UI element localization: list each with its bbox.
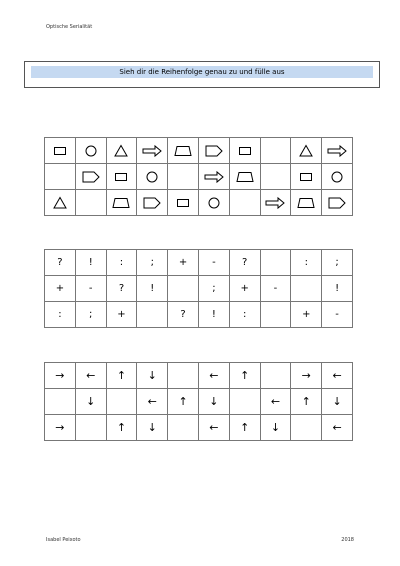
subject-header: Optische Serialität	[46, 24, 93, 30]
symbol-grid-cell	[106, 276, 137, 302]
shape-grid-cell	[229, 138, 260, 164]
symbol-grid-symbol: +	[240, 283, 249, 294]
symbol-grid-cell	[75, 276, 106, 302]
symbol-grid-cell	[106, 250, 137, 276]
triangle-shape-icon	[295, 144, 317, 158]
symbol-grid-symbol: !	[88, 257, 93, 268]
empty-answer-cell[interactable]	[106, 389, 137, 415]
symbol-grid-symbol: ?	[118, 283, 125, 294]
arrow-grid-symbol: →	[55, 420, 65, 434]
symbol-grid-cell	[45, 250, 76, 276]
arrow-grid-symbol: ←	[209, 420, 219, 434]
arrow-grid-cell	[260, 415, 291, 441]
symbol-grid-cell	[322, 302, 353, 328]
symbol-grid-cell	[168, 302, 199, 328]
symbol-grid-symbol: !	[150, 283, 155, 294]
arrow-grid-cell	[260, 389, 291, 415]
shape-grid-cell	[137, 164, 168, 190]
empty-answer-cell[interactable]	[229, 389, 260, 415]
symbol-grid-cell	[229, 302, 260, 328]
arrow-grid-symbol: ↓	[209, 394, 219, 408]
symbol-grid-symbol: -	[335, 309, 339, 320]
arrow-grid-cell	[45, 415, 76, 441]
shape-grid-cell	[137, 138, 168, 164]
symbol-grid-symbol: ?	[242, 257, 248, 268]
shape-grid-cell	[291, 164, 322, 190]
arrow-grid-cell	[198, 415, 229, 441]
author-name: Isabel Peixoto	[46, 537, 81, 543]
shape-sequence-grid	[44, 137, 353, 216]
circle-shape-icon	[141, 170, 163, 184]
arrow-grid-symbol: ←	[209, 368, 219, 382]
trapezoid-shape-icon	[234, 170, 256, 184]
empty-answer-cell[interactable]	[260, 363, 291, 389]
symbol-grid-symbol: !	[335, 283, 340, 294]
arrow-grid-row	[45, 415, 353, 441]
empty-answer-cell[interactable]	[168, 164, 199, 190]
arrow-grid-symbol: ←	[332, 420, 342, 434]
triangle-shape-icon	[110, 144, 132, 158]
empty-answer-cell[interactable]	[168, 415, 199, 441]
arrow-grid-symbol: ↓	[147, 420, 157, 434]
shape-grid-row	[45, 190, 353, 216]
shape-grid-cell	[322, 190, 353, 216]
shape-grid-cell	[260, 190, 291, 216]
symbol-grid-cell	[137, 276, 168, 302]
arrow-grid-cell	[137, 363, 168, 389]
symbol-grid-cell	[168, 250, 199, 276]
symbol-grid-symbol: -	[273, 283, 278, 294]
symbol-grid-symbol: :	[242, 309, 247, 320]
arrow-grid-symbol: ←	[332, 368, 342, 382]
shape-grid-cell	[291, 190, 322, 216]
arrow-grid-symbol: ↑	[301, 394, 311, 408]
arrow-shape-icon	[203, 170, 225, 184]
shape-grid-cell	[291, 138, 322, 164]
symbol-grid-symbol: ;	[335, 257, 339, 268]
shape-grid-cell	[198, 164, 229, 190]
arrow-grid-cell	[322, 415, 353, 441]
symbol-grid-cell	[291, 250, 322, 276]
trapezoid-shape-icon	[295, 196, 317, 210]
symbol-grid-symbol: -	[212, 257, 216, 268]
shape-grid-row	[45, 164, 353, 190]
shape-grid-cell	[45, 138, 76, 164]
rect-shape-icon	[49, 144, 71, 158]
arrow-grid-cell	[322, 389, 353, 415]
shape-grid-cell	[75, 138, 106, 164]
symbol-grid-row	[45, 302, 353, 328]
symbol-grid-cell	[322, 250, 353, 276]
rect-shape-icon	[234, 144, 256, 158]
shape-grid-cell	[168, 190, 199, 216]
symbol-grid-cell	[229, 250, 260, 276]
symbol-grid-cell	[198, 276, 229, 302]
rect-shape-icon	[172, 196, 194, 210]
shape-grid-cell	[137, 190, 168, 216]
arrow-grid-cell	[45, 363, 76, 389]
empty-answer-cell[interactable]	[260, 302, 291, 328]
triangle-shape-icon	[49, 196, 71, 210]
arrow-grid-cell	[229, 415, 260, 441]
arrow-grid-row	[45, 389, 353, 415]
circle-shape-icon	[203, 196, 225, 210]
arrow-grid-symbol: ↑	[116, 420, 127, 434]
symbol-grid-symbol: ?	[180, 309, 186, 320]
shape-grid-cell	[229, 164, 260, 190]
arrow-grid-cell	[75, 389, 106, 415]
arrow-grid-symbol: ←	[270, 394, 281, 408]
arrow-grid-cell	[106, 415, 137, 441]
symbol-grid-cell	[137, 250, 168, 276]
arrow-grid-symbol: ↓	[332, 394, 342, 408]
arrow-grid-symbol: ←	[86, 368, 96, 382]
symbol-grid-symbol: :	[58, 309, 62, 320]
footer-year: 2018	[341, 537, 354, 543]
arrow-grid-cell	[198, 389, 229, 415]
shape-grid-cell	[106, 190, 137, 216]
trapezoid-shape-icon	[110, 196, 132, 210]
shape-grid-cell	[322, 164, 353, 190]
symbol-grid-cell	[260, 276, 291, 302]
arrow-grid-cell	[229, 363, 260, 389]
empty-answer-cell[interactable]	[75, 415, 106, 441]
symbol-grid-cell	[106, 302, 137, 328]
arrow-grid-cell	[106, 363, 137, 389]
shape-grid-cell	[198, 138, 229, 164]
rect-shape-icon	[110, 170, 132, 184]
arrow-shape-icon	[141, 144, 163, 158]
shape-grid-cell	[198, 190, 229, 216]
arrow-grid-row	[45, 363, 353, 389]
instruction-box	[24, 61, 380, 88]
symbol-grid-row	[45, 250, 353, 276]
arrow-grid-cell	[291, 363, 322, 389]
empty-answer-cell[interactable]	[291, 276, 322, 302]
symbol-grid-cell	[229, 276, 260, 302]
symbol-grid-cell	[322, 276, 353, 302]
arrow-sequence-grid	[44, 362, 353, 441]
empty-answer-cell[interactable]	[168, 363, 199, 389]
shape-grid-cell	[106, 164, 137, 190]
symbol-grid-symbol: -	[88, 283, 93, 294]
arrow-grid-cell	[322, 363, 353, 389]
arrow-grid-cell	[291, 389, 322, 415]
symbol-grid-cell	[198, 302, 229, 328]
arrow-grid-symbol: ↑	[240, 368, 250, 382]
symbol-grid-cell	[291, 302, 322, 328]
empty-answer-cell[interactable]	[45, 389, 76, 415]
shape-grid-cell	[106, 138, 137, 164]
trapezoid-shape-icon	[172, 144, 194, 158]
arrow-shape-icon	[264, 196, 286, 210]
symbol-grid-cell	[75, 302, 106, 328]
empty-answer-cell[interactable]	[260, 164, 291, 190]
symbol-grid-symbol: +	[55, 283, 65, 294]
empty-answer-cell[interactable]	[260, 138, 291, 164]
shape-grid-cell	[168, 138, 199, 164]
arrow-grid-cell	[168, 389, 199, 415]
empty-answer-cell[interactable]	[260, 250, 291, 276]
empty-answer-cell[interactable]	[45, 164, 76, 190]
symbol-grid-symbol: ;	[212, 283, 216, 294]
symbol-grid-row	[45, 276, 353, 302]
arrow-grid-symbol: ↑	[240, 420, 250, 434]
arrow-grid-symbol: ↑	[178, 394, 188, 408]
instruction-text: Sieh dir die Reihenfolge genau zu und fülle aus	[31, 66, 373, 78]
empty-answer-cell[interactable]	[137, 302, 168, 328]
circle-shape-icon	[326, 170, 348, 184]
arrow-grid-symbol: ←	[147, 394, 157, 408]
pentagon-shape-icon	[326, 196, 348, 210]
arrow-grid-symbol: →	[55, 368, 65, 382]
empty-answer-cell[interactable]	[291, 415, 322, 441]
arrow-grid-cell	[137, 415, 168, 441]
symbol-grid-symbol: +	[178, 257, 188, 268]
symbol-grid-symbol: !	[211, 309, 216, 320]
circle-shape-icon	[80, 144, 102, 158]
empty-answer-cell[interactable]	[168, 276, 199, 302]
empty-answer-cell[interactable]	[75, 190, 106, 216]
arrow-grid-symbol: ↓	[86, 394, 96, 408]
symbol-grid-symbol: +	[302, 309, 311, 320]
symbol-grid-symbol: ?	[57, 257, 63, 268]
symbol-grid-cell	[198, 250, 229, 276]
pentagon-shape-icon	[203, 144, 225, 158]
empty-answer-cell[interactable]	[229, 190, 260, 216]
symbol-grid-cell	[45, 302, 76, 328]
arrow-grid-symbol: →	[301, 368, 311, 382]
symbol-grid-symbol: :	[304, 257, 308, 268]
arrow-grid-symbol: ↑	[116, 368, 127, 382]
symbol-sequence-grid	[44, 249, 353, 328]
rect-shape-icon	[295, 170, 317, 184]
shape-grid-cell	[75, 164, 106, 190]
symbol-grid-cell	[45, 276, 76, 302]
arrow-grid-symbol: ↓	[147, 368, 157, 382]
pentagon-shape-icon	[80, 170, 102, 184]
arrow-shape-icon	[326, 144, 348, 158]
symbol-grid-symbol: :	[119, 257, 124, 268]
arrow-grid-cell	[198, 363, 229, 389]
shape-grid-row	[45, 138, 353, 164]
arrow-grid-symbol: ↓	[270, 420, 281, 434]
symbol-grid-symbol: ;	[150, 257, 154, 268]
arrow-grid-cell	[75, 363, 106, 389]
shape-grid-cell	[322, 138, 353, 164]
shape-grid-cell	[45, 190, 76, 216]
arrow-grid-cell	[137, 389, 168, 415]
pentagon-shape-icon	[141, 196, 163, 210]
symbol-grid-symbol: ;	[89, 309, 93, 320]
symbol-grid-symbol: +	[117, 309, 126, 320]
symbol-grid-cell	[75, 250, 106, 276]
